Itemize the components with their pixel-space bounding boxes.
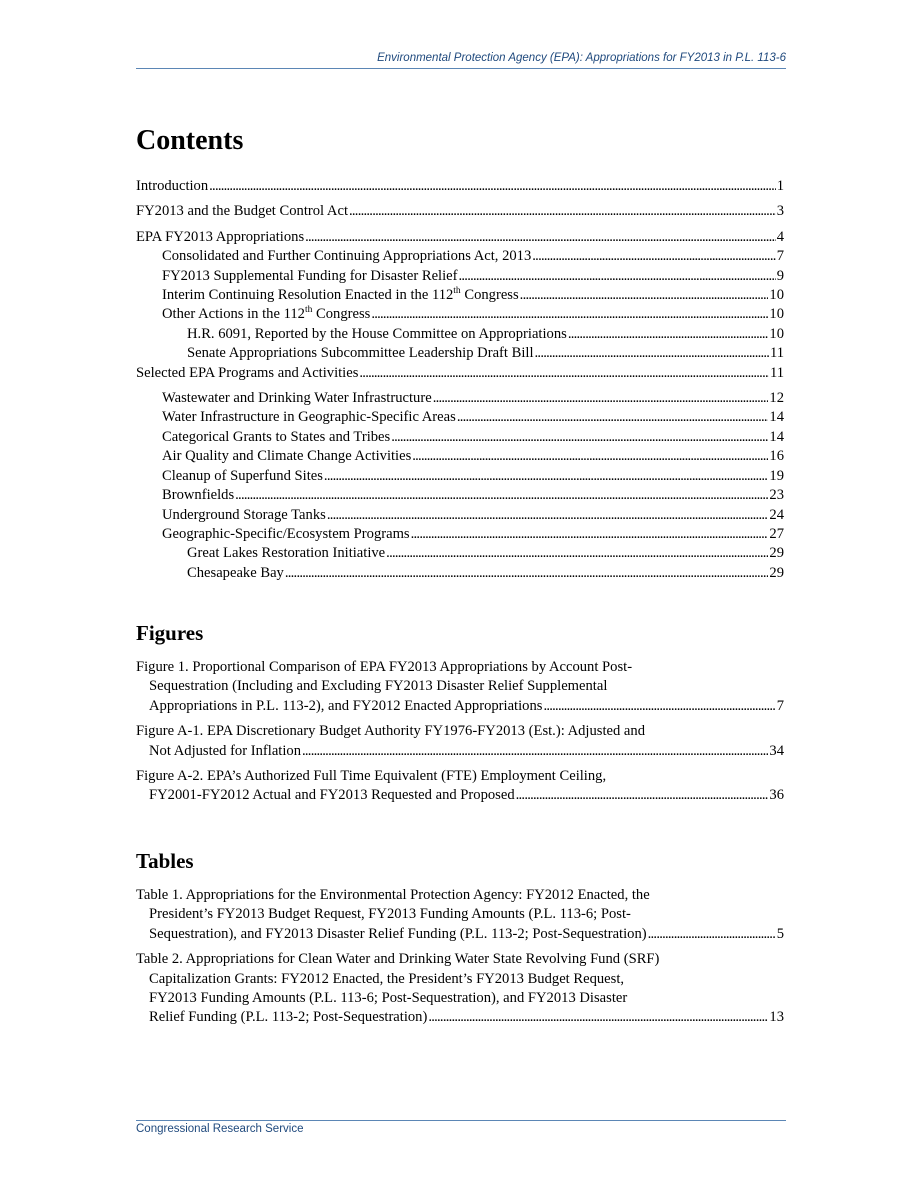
table-entry-1[interactable]: Table 1. Appropriations for the Environmental Protection Agency: FY2012 Enacted, the President’s FY2013 Budget Request, FY2013 Funding Amounts (P.L. 113-6; Post- Sequestration), and FY2013 Disaster Relief Funding (P.L. 113-2; Post-Sequestration) . . . 5 xyxy=(136,886,784,944)
toc-entry-introduction[interactable]: Introduction . . . 1 xyxy=(136,177,784,196)
toc-entry-air-quality[interactable]: Air Quality and Climate Change Activities . . . 16 xyxy=(136,447,784,466)
toc-entry-epa-fy2013-appropriations[interactable]: EPA FY2013 Appropriations . . . 4 xyxy=(136,228,784,247)
toc-entry-senate-draft-bill[interactable]: Senate Appropriations Subcommittee Leadership Draft Bill . . . 11 xyxy=(136,344,784,363)
figures-heading: Figures xyxy=(136,621,204,645)
toc-entry-hr-6091[interactable]: H.R. 6091, Reported by the House Committee on Appropriations . . . 10 xyxy=(136,325,784,344)
table-entry-2[interactable]: Table 2. Appropriations for Clean Water and Drinking Water State Revolving Fund (SRF) Capitalization Grants: FY2012 Enacted, the President’s FY2013 Budget Request, FY2013 Funding Amounts (P.L. 113-6; Post-Sequestration), and FY2013 Disaster Relief Funding (P.L. 113-2; Post-Sequestration) . . . 13 xyxy=(136,950,784,1028)
header-rule xyxy=(136,68,786,69)
toc-entry-consolidated-act[interactable]: Consolidated and Further Continuing Appropriations Act, 2013 . . . 7 xyxy=(136,247,784,266)
figure-entry-a1[interactable]: Figure A-1. EPA Discretionary Budget Authority FY1976-FY2013 (Est.): Adjusted and Not Adjusted for Inflation . . . 34 xyxy=(136,722,784,761)
toc-entry-other-actions[interactable]: Other Actions in the 112th Congress . . . 10 xyxy=(136,305,784,324)
toc-list xyxy=(136,177,784,583)
toc-entry-brownfields[interactable]: Brownfields . . . 23 xyxy=(136,486,784,505)
toc-entry-selected-programs[interactable]: Selected EPA Programs and Activities . . . 11 xyxy=(136,364,784,383)
figure-entry-1[interactable]: Figure 1. Proportional Comparison of EPA FY2013 Appropriations by Account Post- Sequestration (Including and Excluding FY2013 Disaster Relief Supplemental Appropriations in P.L. 113-2), and FY2012 Enacted Appropriations . . . 7 xyxy=(136,658,784,716)
toc-entry-budget-control-act[interactable]: FY2013 and the Budget Control Act . . . 3 xyxy=(136,202,784,221)
toc-entry-interim-cr[interactable]: Interim Continuing Resolution Enacted in the 112th Congress . . . 10 xyxy=(136,286,784,305)
toc-entry-ecosystem-programs[interactable]: Geographic-Specific/Ecosystem Programs . . . 27 xyxy=(136,525,784,544)
tables-list xyxy=(136,886,784,1028)
running-header: Environmental Protection Agency (EPA): Appropriations for FY2013 in P.L. 113-6 xyxy=(377,52,786,64)
toc-entry-disaster-relief[interactable]: FY2013 Supplemental Funding for Disaster Relief . . . 9 xyxy=(136,267,784,286)
toc-entry-chesapeake-bay[interactable]: Chesapeake Bay . . . 29 xyxy=(136,564,784,583)
toc-entry-underground-tanks[interactable]: Underground Storage Tanks . . . 24 xyxy=(136,506,784,525)
toc-entry-superfund[interactable]: Cleanup of Superfund Sites . . . 19 xyxy=(136,467,784,486)
footer-publisher: Congressional Research Service xyxy=(136,1123,304,1135)
toc-entry-wastewater[interactable]: Wastewater and Drinking Water Infrastructure . . . 12 xyxy=(136,389,784,408)
toc-entry-great-lakes[interactable]: Great Lakes Restoration Initiative . . . 29 xyxy=(136,544,784,563)
figures-list xyxy=(136,658,784,806)
toc-entry-categorical-grants[interactable]: Categorical Grants to States and Tribes . . . 14 xyxy=(136,428,784,447)
contents-heading: Contents xyxy=(136,125,244,156)
figure-entry-a2[interactable]: Figure A-2. EPA’s Authorized Full Time Equivalent (FTE) Employment Ceiling, FY2001-FY2012 Actual and FY2013 Requested and Proposed . . . 36 xyxy=(136,767,784,806)
toc-entry-water-geographic[interactable]: Water Infrastructure in Geographic-Specific Areas . . . 14 xyxy=(136,408,784,427)
tables-heading: Tables xyxy=(136,849,194,873)
footer-rule xyxy=(136,1120,786,1121)
